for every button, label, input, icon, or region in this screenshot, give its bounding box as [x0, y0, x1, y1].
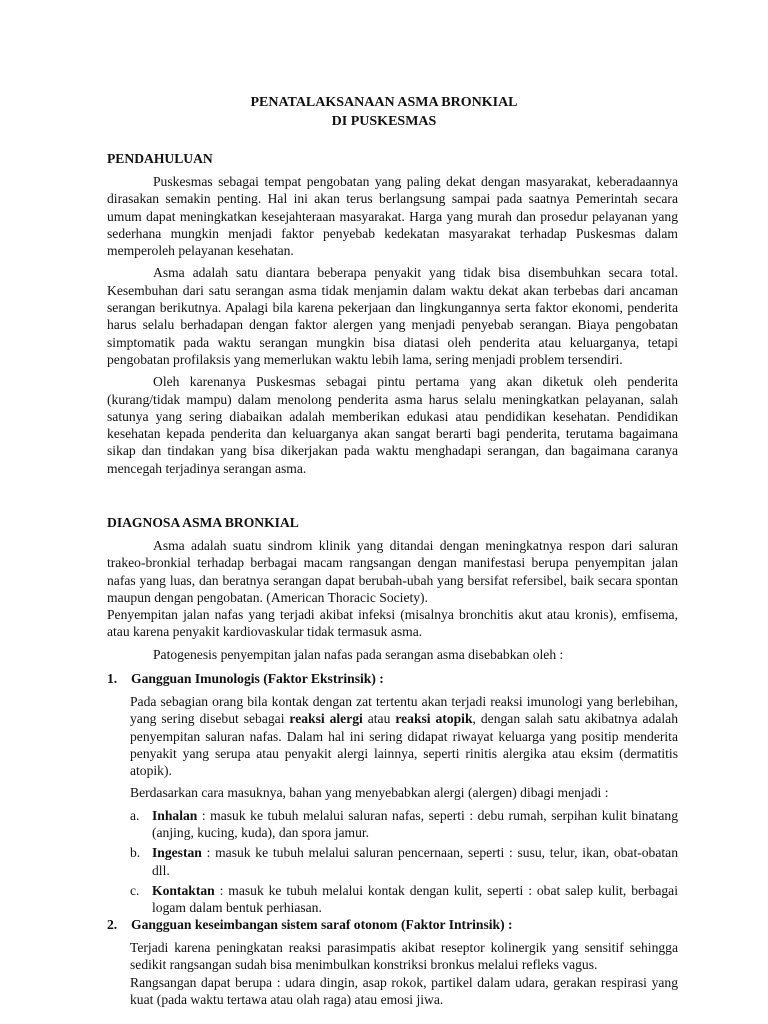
paragraph: Asma adalah suatu sindrom klinik yang ditandai dengan meningkatnya respon dari saluran trakeo-bronkial terhadap berbagai macam rangsangan dengan manifestasi berupa penyempitan jalan nafas yang luas, dan beratnya serangan dapat berubah-ubah yang bersifat refersibel, baik secara spontan maupun dengan pengobatan. (American Thoracic Society). — [107, 538, 678, 605]
bold-term: Inhalan — [152, 807, 198, 823]
section-body-diagnosa — [107, 537, 678, 668]
list-letter: c. — [130, 882, 140, 898]
text-run: : masuk ke tubuh melalui saluran nafas, seperti : debu rumah, serpihan kulit binatang (anjing, kucing, kuda), dan spora jamur. — [152, 807, 678, 841]
paragraph — [130, 693, 678, 779]
paragraph: Asma adalah satu diantara beberapa penyakit yang tidak bisa disembuhkan secara total. Kesembuhan dari satu serangan asma tidak menjamin dalam waktu dekat akan terbebas dari ancaman serangan berikutnya. Apalagi bila karena pekerjaan dan lingkungannya serta faktor ekonomi, penderita harus selalu berhadapan dengan faktor alergen yang menjadi penyebab serangan. Biaya pengobatan simptomatik pada waktu serangan mungkin bisa diatasi oleh penderita atau keluarganya, tetapi pengobatan profilaksis yang memerlukan waktu lebih lama, sering menjadi problem tersendiri. — [107, 265, 678, 367]
text-run: : masuk ke tubuh melalui kontak dengan kulit, seperti : obat salep kulit, berbagai logam dalam bentuk perhiasan. — [152, 882, 678, 916]
paragraph: Rangsangan dapat berupa : udara dingin, asap rokok, partikel dalam udara, gerakan respirasi yang kuat (pada waktu tertawa atau olah raga) atau emosi jiwa. — [130, 974, 678, 1007]
paragraph: Puskesmas sebagai tempat pengobatan yang paling dekat dengan masyarakat, keberadaannya dirasakan semakin penting. Hal ini akan terus berlangsung sampai pada saatnya Pemerintah secara umum dapat meningkatkan kesejahteraan masyarakat. Harga yang murah dan prosedur pelayanan yang sederhana mungkin menjadi faktor penyebab kedekatan masyarakat terhadap Puskesmas dalam memperoleh pelayanan kesehatan. — [107, 174, 678, 259]
paragraph: Berdasarkan cara masuknya, bahan yang menyebabkan alergi (alergen) dibagi menjadi : — [130, 785, 609, 801]
list-number: 2. — [107, 917, 118, 932]
document-title — [0, 93, 768, 131]
list-heading-text: Gangguan keseimbangan sistem saraf otonom (Faktor Intrinsik) : — [131, 917, 513, 932]
bold-term: reaksi atopik — [395, 711, 473, 727]
list-item-text — [152, 844, 678, 879]
imunologis-body — [130, 693, 678, 920]
bold-term: Ingestan — [152, 845, 202, 861]
section-body-pendahuluan — [107, 173, 678, 482]
text-run: atau — [362, 711, 396, 727]
bold-term: Kontaktan — [152, 882, 215, 898]
list-item-text — [152, 807, 678, 842]
list-item-text — [152, 882, 678, 917]
list-number: 1. — [107, 671, 118, 686]
text-run: Pada sebagian orang bila kontak dengan zat tertentu akan terjadi reaksi imunologi yang berlebihan, yang sering disebut sebagai — [130, 694, 678, 727]
list-item — [130, 807, 678, 842]
intrinsik-body — [130, 939, 678, 1008]
title-line-1: PENATALAKSANAAN ASMA BRONKIAL — [250, 95, 518, 110]
paragraph: Penyempitan jalan nafas yang terjadi akibat infeksi (misalnya bronchitis akut atau kronis), emfisema, atau karena penyakit kardiovaskular tidak termasuk asma. — [107, 607, 678, 640]
bold-term: reaksi alergi — [289, 711, 363, 727]
paragraph: Patogenesis penyempitan jalan nafas pada serangan asma disebabkan oleh : — [153, 646, 564, 662]
list-item — [130, 844, 678, 879]
list-letter: a. — [130, 807, 140, 823]
paragraph: Terjadi karena peningkatan reaksi parasimpatis akibat reseptor kolinergik yang sensitif sehingga sedikit rangsangan sudah bisa menimbulkan konstriksi bronkus melalui refleks vagus. — [130, 940, 678, 973]
list-heading-imunologis — [107, 670, 678, 687]
section-heading-pendahuluan: PENDAHULUAN — [107, 151, 213, 166]
list-item — [130, 882, 678, 917]
list-heading-intrinsik — [107, 916, 678, 933]
list-letter: b. — [130, 845, 141, 861]
list-heading-text: Gangguan Imunologis (Faktor Ekstrinsik) : — [131, 671, 384, 686]
section-heading-diagnosa: DIAGNOSA ASMA BRONKIAL — [107, 515, 299, 530]
text-run: : masuk ke tubuh melalui saluran pencernaan, seperti : susu, telur, ikan, obat-obatan dll. — [152, 845, 678, 878]
title-line-2: DI PUSKESMAS — [331, 114, 437, 129]
paragraph: Oleh karenanya Puskesmas sebagai pintu pertama yang akan diketuk oleh penderita (kurang/tidak mampu) dalam menolong penderita asma harus selalu meningkatkan pelayanan, salah satunya yang sering diabaikan adalah memberikan edukasi atau pendidikan kesehatan. Pendidikan kesehatan kepada penderita dan keluarganya akan sangat berarti bagi penderita, terutama bagaimana sikap dan tindakan yang bisa dikerjakan pada waktu menghadapi serangan, dan bagaimana caranya mencegah terjadinya serangan asma. — [107, 374, 678, 476]
text-run: , dengan salah satu akibatnya adalah penyempitan saluran nafas. Dalam hal ini sering didapat riwayat keluarga yang positip menderita penyakit yang serupa atau penyakit alergi lainnya, seperti rinitis alergika atau eksim (dermatitis atopik). — [130, 711, 678, 779]
